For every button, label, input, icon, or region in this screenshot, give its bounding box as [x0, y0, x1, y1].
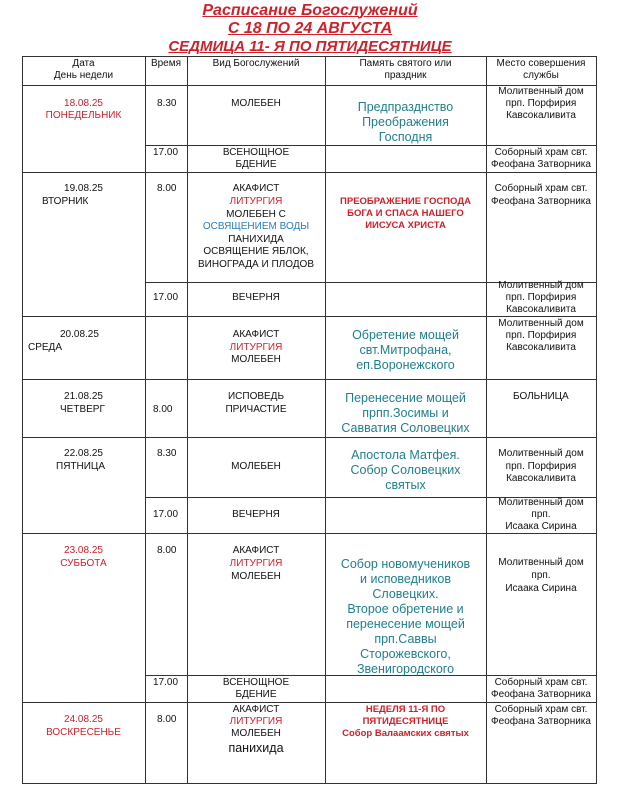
place-text: прп. [531, 570, 551, 581]
service-name: ПРИЧАСТИЕ [225, 404, 287, 415]
col-header-service: Вид Богослужений [212, 58, 300, 69]
day-date: 24.08.25 [64, 714, 103, 725]
place-text: прп. Порфирия [505, 98, 577, 109]
service-name: ВИНОГРАДА И ПЛОДОВ [198, 259, 314, 270]
place-text: Кавсокаливита [506, 110, 576, 121]
day-date: 22.08.25 [64, 448, 103, 459]
feast-text: и исповедников [360, 572, 451, 586]
feast-text: Собор Валаамских святых [342, 728, 469, 739]
service-time: 17.00 [153, 292, 179, 303]
place-text: прп. [531, 509, 551, 520]
feast-text: Апостола Матфея. [351, 448, 460, 462]
place-text: Феофана Затворника [491, 716, 591, 727]
feast-text: Собор новомучеников [340, 557, 471, 571]
place-text: Соборный храм свт. [494, 677, 588, 688]
feast-text: ПЯТИДЕСЯТНИЦЕ [362, 716, 449, 727]
place-text: Феофана Затворника [491, 196, 591, 207]
service-name: ЛИТУРГИЯ [229, 196, 283, 207]
service-name: БДЕНИЕ [235, 689, 277, 700]
col-header-feast: Память святого или [359, 58, 452, 69]
service-name: МОЛЕБЕН [231, 98, 281, 109]
place-text: Феофана Затворника [491, 689, 591, 700]
place-text: прп. Порфирия [505, 461, 577, 472]
col-header-feast: праздник [384, 70, 427, 81]
service-name: ВСЕНОЩНОЕ [222, 677, 290, 688]
place-text: Молитвенный дом [498, 557, 584, 568]
feast-text: прпп.Зосимы и [362, 406, 449, 420]
service-time: 8.00 [157, 183, 177, 194]
feast-text: НЕДЕЛЯ 11-Я ПО [365, 704, 446, 715]
place-text: прп. Порфирия [505, 330, 577, 341]
service-name: МОЛЕБЕН [231, 461, 281, 472]
service-name: АКАФИСТ [232, 183, 280, 194]
date-range: С 18 ПО 24 АВГУСТА [227, 20, 393, 37]
feast-text: святых [385, 478, 426, 492]
service-name: АКАФИСТ [232, 545, 280, 556]
service-name: АКАФИСТ [232, 704, 280, 715]
place-text: Кавсокаливита [506, 342, 576, 353]
feast-text: Господня [378, 130, 433, 144]
place-text: Кавсокаливита [506, 473, 576, 484]
col-header-date: Дата [72, 58, 95, 69]
col-header-time: Время [150, 58, 182, 69]
service-name: панихида [228, 741, 284, 755]
service-name: МОЛЕБЕН [231, 728, 281, 739]
service-name: ОСВЯЩЕНИЕМ ВОДЫ [202, 221, 310, 232]
feast-text: ИИСУСА ХРИСТА [365, 220, 446, 231]
service-name: ПАНИХИДА [228, 234, 284, 245]
service-name: МОЛЕБЕН [231, 571, 281, 582]
service-time: 8.00 [157, 714, 177, 725]
day-date: 23.08.25 [64, 545, 103, 556]
feast-text: еп.Воронежского [356, 358, 455, 372]
service-name: ИСПОВЕДЬ [227, 391, 285, 402]
day-weekday: СРЕДА [28, 342, 63, 353]
service-time: 17.00 [153, 147, 179, 158]
col-header-weekday: День недели [53, 70, 114, 81]
feast-text: Словецких. [372, 587, 439, 601]
place-text: Соборный храм свт. [494, 147, 588, 158]
service-time: 17.00 [153, 677, 179, 688]
service-name: МОЛЕБЕН С [226, 209, 286, 220]
feast-text: Предпразднство [357, 100, 454, 114]
page-title: Расписание Богослужений [202, 2, 418, 19]
place-text: Феофана Затворника [491, 159, 591, 170]
place-text: Кавсокаливита [506, 304, 576, 315]
service-name: ЛИТУРГИЯ [229, 342, 283, 353]
service-time: 8.00 [153, 404, 173, 415]
service-name: МОЛЕБЕН [231, 354, 281, 365]
feast-text: Звенигородского [356, 662, 455, 676]
service-name: АКАФИСТ [232, 329, 280, 340]
feast-text: Савватия Соловецких [341, 421, 470, 435]
service-time: 8.30 [157, 98, 177, 109]
day-date: 20.08.25 [60, 329, 99, 340]
row-divider [145, 145, 596, 146]
place-text: Молитвенный дом [498, 280, 584, 291]
feast-text: прп.Саввы [374, 632, 437, 646]
row-divider [22, 437, 596, 438]
feast-text: Собор Соловецких [350, 463, 461, 477]
row-divider [22, 702, 596, 703]
col-border [596, 56, 597, 784]
service-name: ОСВЯЩЕНИЕ ЯБЛОК, [203, 246, 309, 257]
feast-text: Второе обретение и [347, 602, 464, 616]
day-weekday: ВОСКРЕСЕНЬЕ [46, 727, 121, 738]
place-text: Соборный храм свт. [494, 183, 588, 194]
feast-text: Перенесение мощей [345, 391, 466, 405]
service-name: ВСЕНОЩНОЕ [222, 147, 290, 158]
place-text: Молитвенный дом [498, 86, 584, 97]
service-name: ЛИТУРГИЯ [229, 558, 283, 569]
feast-text: БОГА И СПАСА НАШЕГО [347, 208, 464, 219]
service-name: ВЕЧЕРНЯ [232, 509, 280, 520]
day-weekday: СУББОТА [60, 558, 107, 569]
place-text: Молитвенный дом [498, 448, 584, 459]
service-time: 8.00 [157, 545, 177, 556]
col-header-place: Место совершения [496, 58, 586, 69]
week-title: СЕДМИЦА 11- Я ПО ПЯТИДЕСЯТНИЦЕ [168, 38, 452, 55]
feast-text: Преображения [362, 115, 449, 129]
place-text: Соборный храм свт. [494, 704, 588, 715]
place-text: Исаака Сирина [505, 521, 577, 532]
place-text: прп. Порфирия [505, 292, 577, 303]
table-border-top [22, 56, 596, 57]
feast-text: ПРЕОБРАЖЕНИЕ ГОСПОДА [340, 196, 471, 207]
feast-text: свт.Митрофана, [359, 343, 452, 357]
day-date: 21.08.25 [64, 391, 103, 402]
col-header-place: службы [523, 70, 559, 81]
feast-text: перенесение мощей [346, 617, 465, 631]
place-text: Молитвенный дом [498, 497, 584, 508]
day-date: 19.08.25 [64, 183, 103, 194]
service-name: ВЕЧЕРНЯ [232, 292, 280, 303]
row-divider [22, 379, 596, 380]
day-date: 18.08.25 [64, 98, 103, 109]
service-name: БДЕНИЕ [235, 159, 277, 170]
day-weekday: ПЯТНИЦА [56, 461, 105, 472]
feast-text: Сторожевского, [360, 647, 451, 661]
service-time: 17.00 [153, 509, 179, 520]
service-name: ЛИТУРГИЯ [229, 716, 283, 727]
place-text: Исаака Сирина [505, 583, 577, 594]
day-weekday: ВТОРНИК [42, 196, 89, 207]
table-border-bottom [22, 783, 596, 784]
row-divider [22, 172, 596, 173]
col-border [145, 56, 146, 784]
service-time: 8.30 [157, 448, 177, 459]
day-weekday: ПОНЕДЕЛЬНИК [45, 110, 122, 121]
place-text: Молитвенный дом [498, 318, 584, 329]
col-border [22, 56, 23, 784]
feast-text: Обретение мощей [352, 328, 459, 342]
place-text: БОЛЬНИЦА [513, 391, 569, 402]
day-weekday: ЧЕТВЕРГ [60, 404, 105, 415]
